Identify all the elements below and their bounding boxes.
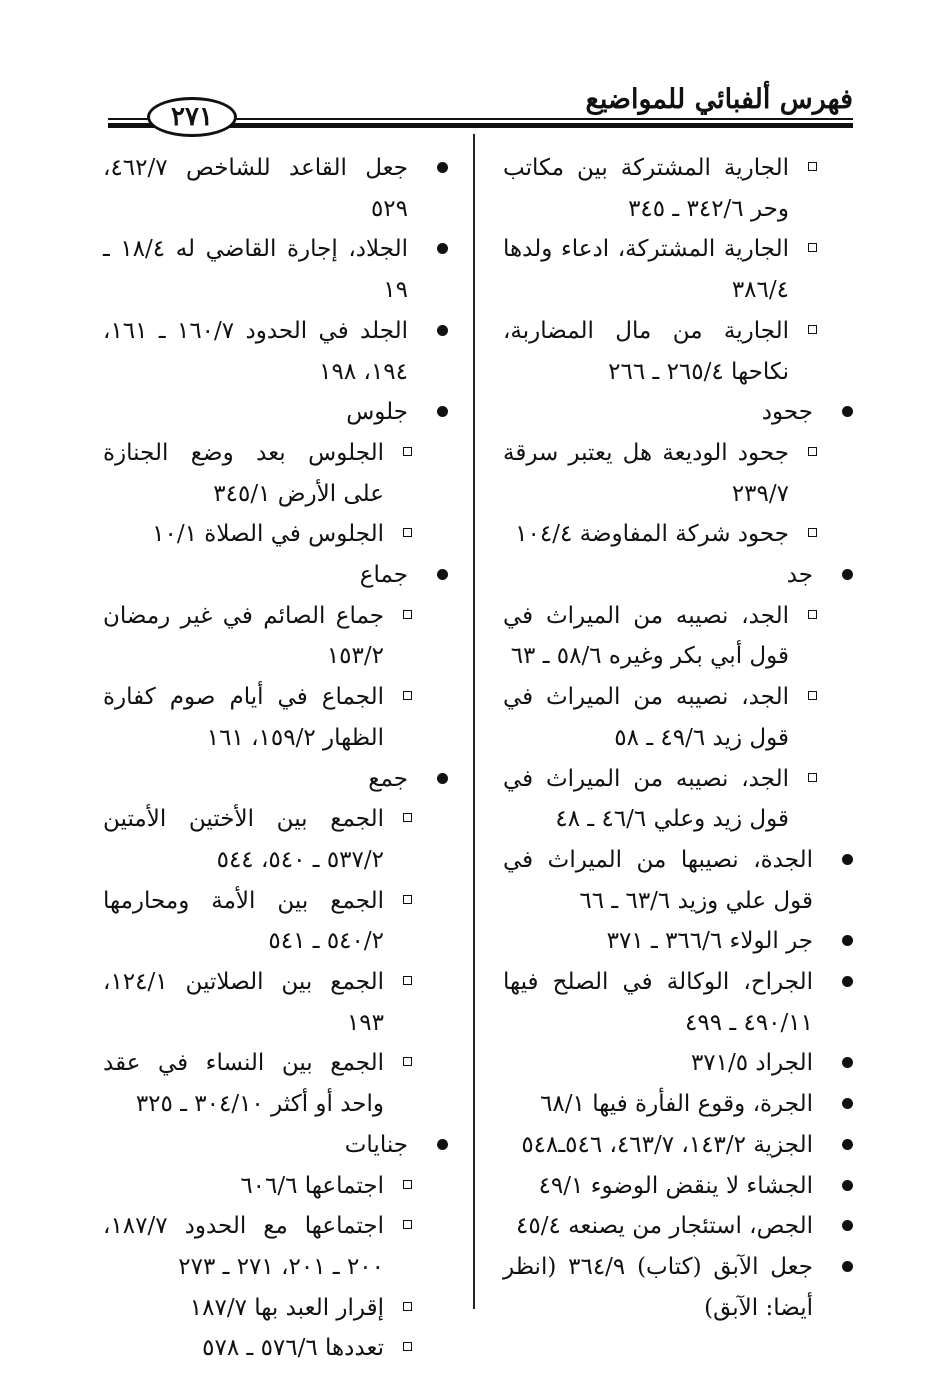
entry-text: جر الولاء ٣٦٦/٦ ـ ٣٧١ (606, 928, 813, 955)
bullet-icon (842, 1098, 853, 1109)
index-entry (503, 921, 853, 962)
square-bullet-icon (808, 243, 817, 252)
entry-text: جحود شركة المفاوضة ١٠٤/٤ (515, 521, 789, 548)
entry-text: الجمع بين الأختين الأمتين ٥٣٧/٢ ـ ٥٤٠، ٥٤٤ (103, 806, 384, 873)
bullet-icon (842, 1261, 853, 1272)
index-subentry (503, 229, 853, 310)
index-entry (103, 555, 448, 596)
bullet-icon (437, 773, 448, 784)
index-subentry (103, 881, 448, 962)
square-bullet-icon (808, 610, 817, 619)
entry-text: اجتماعها مع الحدود ١٨٧/٧، ٢٠٠ ـ ٢٠١، ٢٧١ ـ ٢٧٣ (103, 1213, 384, 1280)
bullet-icon (842, 1139, 853, 1150)
square-bullet-icon (403, 1180, 412, 1189)
entry-text: الجماع في أيام صوم كفارة الظهار ١٥٩/٢، ١٦١ (103, 684, 384, 751)
bullet-icon (437, 1139, 448, 1150)
index-subentry (103, 1328, 448, 1369)
index-subentry (103, 799, 448, 880)
index-subentry (103, 596, 448, 677)
entry-text: جحود الوديعة هل يعتبر سرقة ٢٣٩/٧ (503, 439, 789, 507)
square-bullet-icon (808, 691, 817, 700)
entry-text: الجارية من مال المضاربة، نكاحها ٢٦٥/٤ ـ ٢٦٦ (503, 317, 789, 385)
index-subentry (103, 433, 448, 514)
index-entry (503, 1166, 853, 1207)
entry-text: جد (786, 562, 813, 589)
index-subentry (103, 1288, 448, 1329)
entry-text: الجلد في الحدود ١٦٠/٧ ـ ١٦١، ١٩٤، ١٩٨ (103, 317, 408, 385)
square-bullet-icon (403, 1302, 412, 1311)
entry-text: الجمع بين الصلاتين ١٢٤/١، ١٩٣ (103, 969, 384, 1036)
index-subentry (503, 311, 853, 392)
index-entry (503, 962, 853, 1043)
index-entry (103, 311, 448, 392)
index-entry (503, 1125, 853, 1166)
entry-text: الجد، نصيبه من الميراث في قول زيد وعلي ٤٦/٦ ـ ٤٨ (503, 765, 789, 833)
square-bullet-icon (808, 325, 817, 334)
entry-text: الجد، نصيبه من الميراث في قول أبي بكر وغيره ٥٨/٦ ـ ٦٣ (503, 602, 789, 670)
index-subentry (103, 962, 448, 1043)
entry-text: الجد، نصيبه من الميراث في قول زيد ٤٩/٦ ـ ٥٨ (503, 684, 789, 751)
square-bullet-icon (808, 162, 817, 171)
entry-text: جمع (368, 765, 408, 792)
index-entry (503, 1043, 853, 1084)
page-number: ٢٧١ (147, 97, 237, 137)
index-subentry (103, 1206, 448, 1287)
bullet-icon (842, 935, 853, 946)
square-bullet-icon (403, 691, 412, 700)
index-subentry (503, 759, 853, 840)
index-subentry (503, 148, 853, 229)
entry-text: جماع الصائم في غير رمضان ١٥٣/٢ (103, 602, 384, 670)
index-subentry (503, 677, 853, 758)
index-subentry (103, 677, 448, 758)
bullet-icon (842, 406, 853, 417)
square-bullet-icon (403, 895, 412, 904)
entry-text: الجراد ٣٧١/٥ (690, 1050, 813, 1077)
index-subentry (503, 514, 853, 555)
index-entry (503, 1084, 853, 1125)
square-bullet-icon (403, 447, 412, 456)
entry-text: جنايات (344, 1131, 408, 1158)
index-entry (503, 840, 853, 921)
entry-text: الجدة، نصيبها من الميراث في قول علي وزيد ٦٣/٦ ـ ٦٦ (503, 846, 813, 914)
entry-text: الجمع بين النساء في عقد واحد أو أكثر ٣٠٤/١٠ ـ ٣٢٥ (103, 1050, 384, 1118)
index-subentry (103, 1166, 448, 1207)
square-bullet-icon (403, 1342, 412, 1351)
bullet-icon (842, 569, 853, 580)
index-entry (103, 392, 448, 433)
entry-text: جعل القاعد للشاخص ٤٦٢/٧، ٥٢٩ (103, 155, 408, 222)
square-bullet-icon (403, 610, 412, 619)
entry-text: الجشاء لا ينقض الوضوء ٤٩/١ (538, 1172, 813, 1199)
bullet-icon (842, 854, 853, 865)
square-bullet-icon (403, 813, 412, 822)
entry-text: الجص، استئجار من يصنعه ٤٥/٤ (516, 1213, 813, 1240)
entry-text: إقرار العبد بها ١٨٧/٧ (189, 1294, 384, 1321)
bullet-icon (437, 569, 448, 580)
bullet-icon (842, 1220, 853, 1231)
bullet-icon (437, 162, 448, 173)
index-entry (503, 392, 853, 433)
square-bullet-icon (403, 976, 412, 985)
bullet-icon (437, 243, 448, 254)
index-column-right (503, 148, 853, 1328)
index-entry (103, 148, 448, 229)
index-entry (103, 759, 448, 800)
square-bullet-icon (808, 773, 817, 782)
entry-text: جعل الآبق (كتاب) ٣٦٤/٩ (انظر أيضا: الآبق) (503, 1253, 813, 1321)
index-subentry (503, 433, 853, 514)
index-subentry (103, 514, 448, 555)
index-entry (103, 1125, 448, 1166)
square-bullet-icon (403, 1057, 412, 1066)
index-entry (503, 555, 853, 596)
index-subentry (103, 1043, 448, 1124)
index-entry (503, 1206, 853, 1247)
entry-text: الجمع بين الأمة ومحارمها ٥٤٠/٢ ـ ٥٤١ (103, 887, 384, 955)
index-entry (503, 1247, 853, 1328)
entry-text: الجرة، وقوع الفأرة فيها ٦٨/١ (540, 1091, 813, 1118)
entry-text: الجزية ١٤٣/٢، ٤٦٣/٧، ٥٤٦ـ٥٤٨ (521, 1131, 813, 1158)
square-bullet-icon (808, 447, 817, 456)
index-column-left (103, 148, 448, 1369)
running-title: فهرس ألفبائي للمواضيع (585, 84, 853, 115)
bullet-icon (842, 1180, 853, 1191)
bullet-icon (842, 976, 853, 987)
bullet-icon (437, 325, 448, 336)
square-bullet-icon (403, 1220, 412, 1229)
entry-text: الجارية المشتركة، ادعاء ولدها ٣٨٦/٤ (503, 236, 789, 304)
index-entry (103, 229, 448, 310)
entry-text: جلوس (346, 399, 408, 426)
bullet-icon (842, 1057, 853, 1068)
entry-text: جحود (761, 399, 813, 426)
index-subentry (503, 596, 853, 677)
column-divider (473, 134, 475, 1309)
square-bullet-icon (403, 528, 412, 537)
entry-text: الجراح، الوكالة في الصلح فيها ٤٩٠/١١ ـ ٤٩٩ (503, 969, 813, 1036)
entry-text: جماع (359, 562, 408, 589)
bullet-icon (437, 406, 448, 417)
entry-text: الجلاد، إجارة القاضي له ١٨/٤ ـ ١٩ (103, 236, 408, 304)
square-bullet-icon (808, 528, 817, 537)
entry-text: تعددها ٥٧٦/٦ ـ ٥٧٨ (202, 1335, 384, 1362)
entry-text: الجارية المشتركة بين مكاتب وحر ٣٤٢/٦ ـ ٣٤٥ (503, 155, 789, 222)
entry-text: اجتماعها ٦٠٦/٦ (240, 1172, 384, 1199)
entry-text: الجلوس في الصلاة ١٠/١ (152, 521, 384, 548)
entry-text: الجلوس بعد وضع الجنازة على الأرض ٣٤٥/١ (103, 439, 384, 507)
